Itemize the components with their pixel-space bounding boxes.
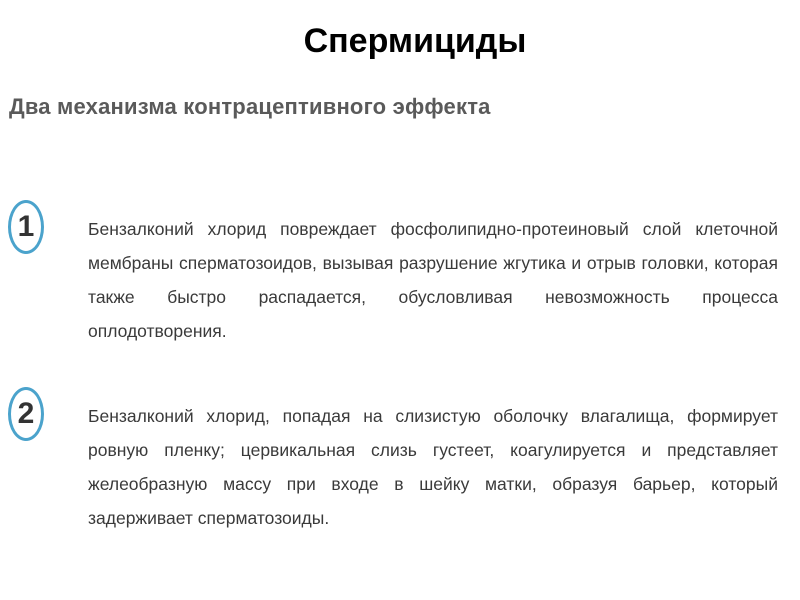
mechanism-text: Бензалконий хлорид, попадая на слизистую оболочку влагалища, формирует ровную пленку; цервикальная слизь густеет, коагулируется и представляет желеобразную массу при входе в шейку матки, образуя барьер, который задерживает сперматозоиды. (88, 406, 778, 528)
item-number: 1 (17, 210, 35, 243)
item-number: 2 (17, 397, 35, 430)
section-heading: Два механизма контрацептивного эффекта (9, 94, 491, 119)
circled-number-icon (8, 200, 44, 254)
circled-number-icon (8, 387, 44, 441)
mechanism-text: Бензалконий хлорид повреждает фосфолипидно-протеиновый слой клеточной мембраны сперматозоидов, вызывая разрушение жгутика и отрыв головки, которая также быстро распадается, обусловливая невозможность процесса оплодотворения. (88, 219, 778, 341)
slide-title: Спермициды (303, 22, 527, 60)
